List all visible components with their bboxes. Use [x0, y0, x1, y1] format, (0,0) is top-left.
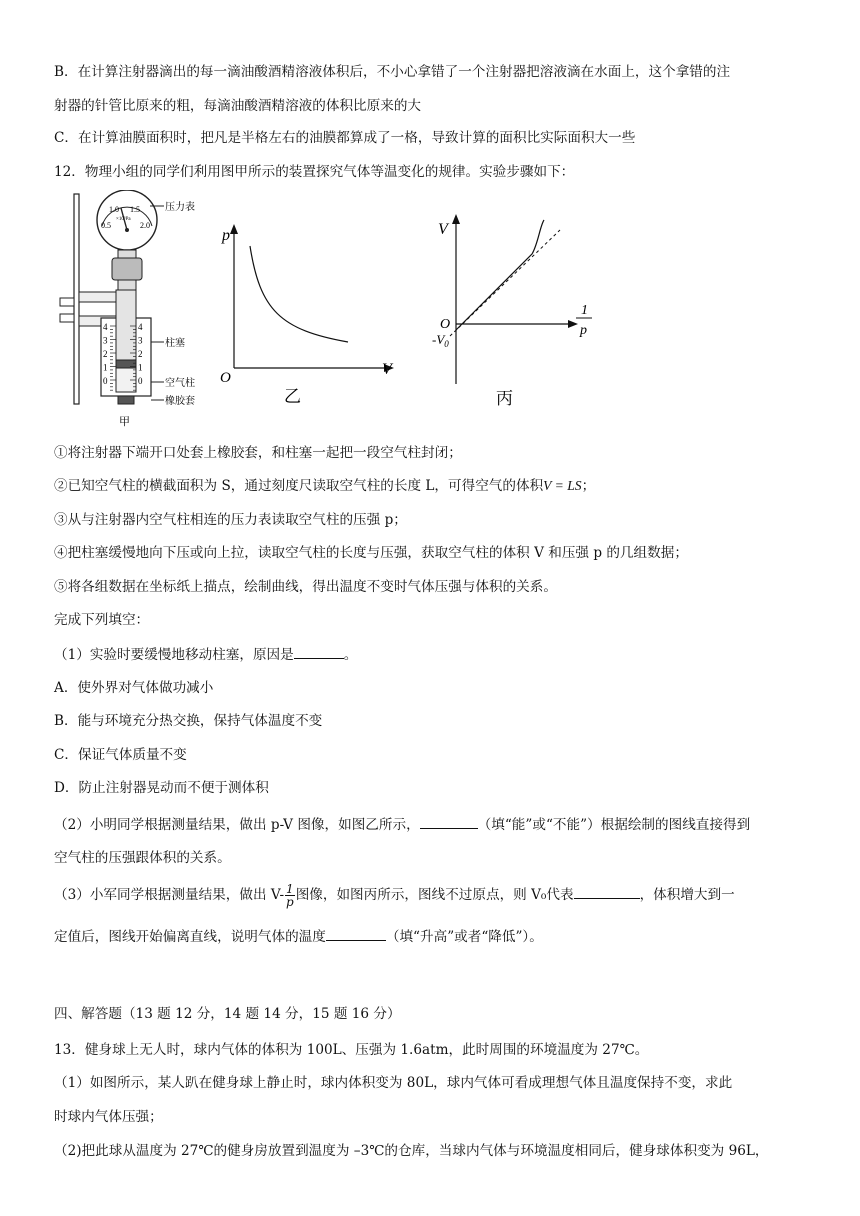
option-d: D．防止注射器晃动而不便于测体积 — [54, 780, 269, 796]
bing-x-label-num: 1 — [581, 303, 588, 318]
question-13-part-1-line2: 时球内气体压强； — [54, 1109, 163, 1125]
yi-origin: O — [220, 370, 231, 386]
bing-y-label: V — [438, 221, 448, 238]
bing-intercept: $-V_0$ — [432, 332, 449, 349]
scale-mark: 4 — [103, 322, 108, 332]
option-a: A．使外界对气体做功减小 — [54, 680, 214, 696]
part-2-text-end: （填“能”或“不能”）根据绘制的图线直接得到 — [477, 817, 751, 833]
step-2-formula: V = LS — [543, 478, 582, 493]
option-b-line1: B．在计算注射器滴出的每一滴油酸酒精溶液体积后，不小心拿错了一个注射器把溶液滴在水面上，这个拿错的注 — [54, 64, 731, 80]
bing-x-label-den: p — [580, 323, 587, 338]
yi-y-arrow — [230, 224, 238, 234]
part-3-text-end: ，体积增大到一 — [639, 887, 735, 903]
gauge-label-1.5: 1.5 — [130, 205, 140, 214]
label-pressure-gauge: 压力表 — [165, 202, 195, 213]
part-3-line2 — [54, 926, 543, 947]
part-2-text: （2）小明同学根据测量结果，做出 p-V 图像，如图乙所示， — [54, 817, 420, 833]
scale-mark: 3 — [103, 335, 108, 346]
question-12-stem: 12．物理小组的同学们利用图甲所示的装置探究气体等温变化的规律。实验步骤如下： — [54, 164, 575, 180]
step-1: ①将注射器下端开口处套上橡胶套，和柱塞一起把一段空气柱封闭； — [54, 445, 462, 461]
part-3-text: （3）小军同学根据测量结果，做出 V- — [54, 887, 285, 903]
part-3-blank-1[interactable] — [574, 884, 640, 899]
question-13-part-1: （1）如图所示，某人趴在健身球上静止时，球内体积变为 80L，球内气体可看成理想气体且温度保持不变，求此 — [54, 1075, 733, 1091]
scale-mark: 1 — [103, 362, 108, 373]
scale-mark: 0 — [138, 376, 143, 386]
figure-bing-v-inv-p-graph — [420, 206, 600, 411]
part-3-text-mid: 图像，如图丙所示，图线不过原点，则 V₀代表 — [295, 887, 574, 903]
question-13-stem: 13．健身球上无人时，球内气体的体积为 100L、压强为 1.6atm，此时周围的环境温度为 27℃。 — [54, 1042, 649, 1058]
part-3-fraction — [285, 883, 295, 908]
scale-mark: 3 — [138, 335, 143, 346]
pressure-gauge — [97, 190, 157, 290]
bing-curve — [456, 220, 544, 330]
scale-mark: 1 — [138, 362, 143, 373]
label-air-column: 空气柱 — [165, 378, 195, 389]
figure-yi-pv-graph — [220, 220, 405, 410]
step-2-end: ； — [581, 478, 596, 494]
caption-jia: 甲 — [119, 416, 130, 428]
part-1-text: （1）实验时要缓慢地移动柱塞，原因是 — [54, 647, 294, 663]
fill-instruction: 完成下列填空： — [54, 612, 150, 628]
part-2-blank[interactable] — [420, 814, 478, 829]
figure-jia-apparatus — [54, 190, 224, 430]
option-b: B．能与环境充分热交换，保持气体温度不变 — [54, 713, 323, 729]
caption-yi: 乙 — [284, 387, 301, 406]
scale-mark: 4 — [138, 322, 143, 332]
bing-y-arrow — [452, 214, 460, 224]
fraction-numerator: 1 — [286, 882, 294, 896]
part-3-line2-text: 定值后，图线开始偏离直线，说明气体的温度 — [54, 929, 326, 945]
option-c: C．保证气体质量不变 — [54, 747, 187, 763]
part-3-line2-end: （填“升高”或者“降低”）。 — [385, 929, 543, 945]
step-2-text: ②已知空气柱的横截面积为 S，通过刻度尺读取空气柱的长度 L，可得空气的体积 — [54, 478, 544, 494]
step-2 — [54, 476, 595, 496]
step-3: ③从与注射器内空气柱相连的压力表读取空气柱的压强 p； — [54, 512, 407, 528]
fraction-denominator: p — [286, 895, 294, 909]
scale-mark: 0 — [103, 376, 108, 386]
part-1-blank[interactable] — [294, 644, 344, 659]
gauge-label-2.0: 2.0 — [140, 221, 150, 230]
part-1 — [54, 644, 357, 665]
scale-mark: 2 — [103, 349, 108, 359]
part-3 — [54, 882, 735, 908]
section-4-title: 四、解答题（13 题 12 分，14 题 14 分，15 题 16 分） — [54, 1006, 401, 1022]
yi-y-label: p — [222, 227, 230, 244]
gauge-label-0.5: 0.5 — [101, 221, 111, 230]
option-c-line: C．在计算油膜面积时，把凡是半格左右的油膜都算成了一格，导致计算的面积比实际面积大一些 — [54, 130, 636, 146]
question-13-part-2: （2)把此球从温度为 27℃的健身房放置到温度为 –3℃的仓库，当球内气体与环境温度相同后，健身球体积变为 96L， — [54, 1143, 769, 1159]
step-5: ⑤将各组数据在坐标纸上描点，绘制曲线，得出温度不变时气体压强与体积的关系。 — [54, 579, 557, 595]
part-3-blank-2[interactable] — [326, 926, 386, 941]
scale-mark: 2 — [138, 349, 143, 359]
gauge-unit: ×10⁵Pa — [116, 217, 131, 222]
part-1-end: 。 — [343, 647, 358, 663]
part-2-line2: 空气柱的压强跟体积的关系。 — [54, 850, 231, 866]
gauge-label-1.0: 1.0 — [109, 205, 119, 214]
yi-x-label: V — [382, 361, 392, 378]
yi-curve — [250, 246, 348, 342]
step-4: ④把柱塞缓慢地向下压或向上拉，读取空气柱的长度与压强，获取空气柱的体积 V 和压强 p 的几组数据； — [54, 545, 688, 561]
label-plunger: 柱塞 — [165, 338, 185, 349]
bing-x-arrow — [568, 320, 578, 328]
bing-intercept-subscript: 0 — [444, 339, 449, 349]
part-2 — [54, 814, 750, 835]
option-b-line2: 射器的针管比原来的粗，每滴油酸酒精溶液的体积比原来的大 — [54, 98, 422, 114]
label-rubber-cap: 橡胶套 — [165, 396, 195, 407]
bing-origin: O — [440, 317, 451, 332]
caption-bing: 丙 — [496, 389, 513, 408]
